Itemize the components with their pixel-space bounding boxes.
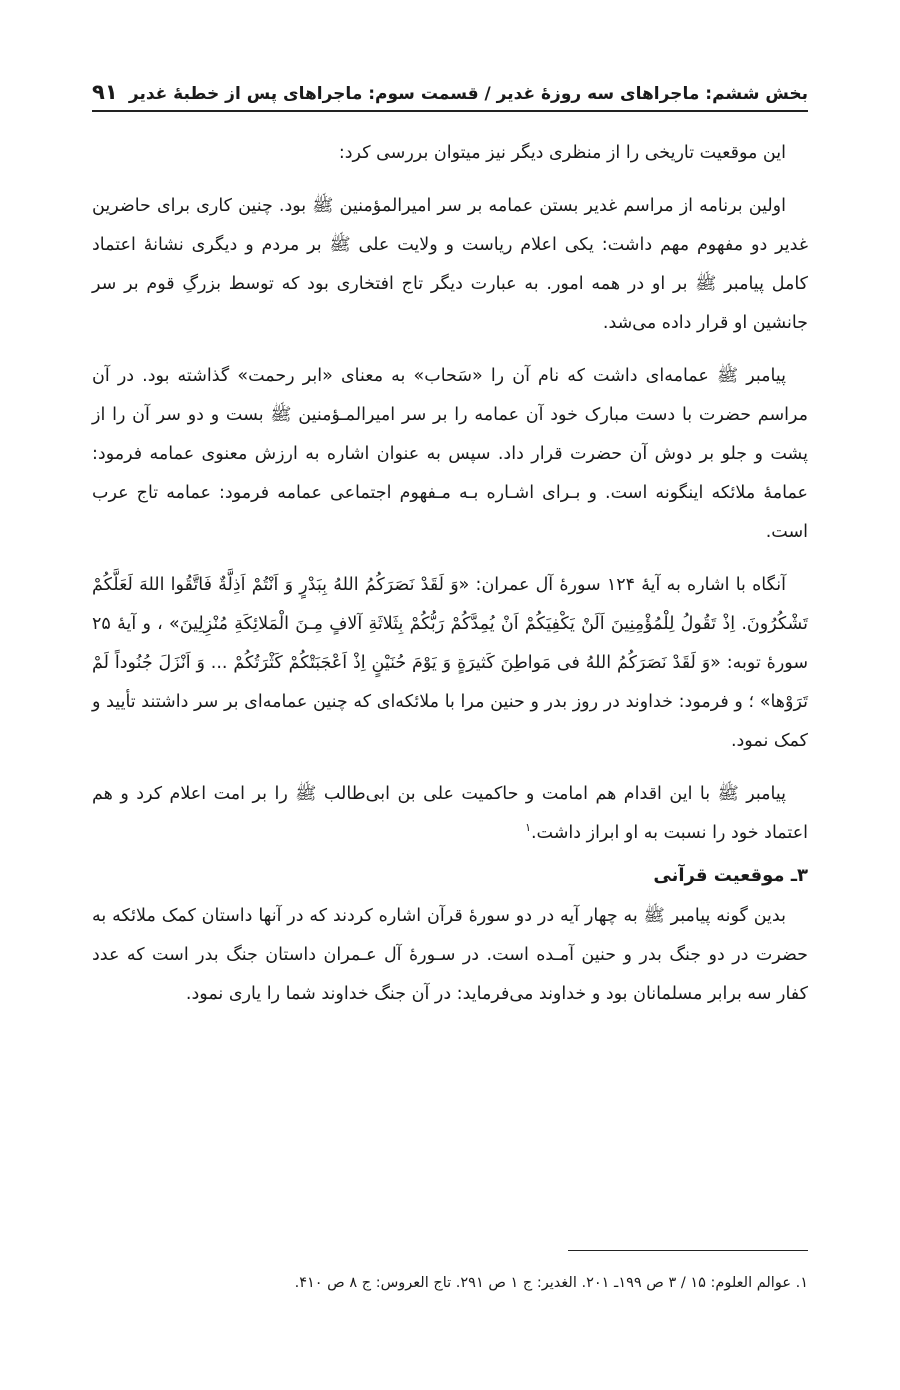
running-header (92, 60, 808, 112)
paragraph-sahab-turban: پیامبر ﷺ عمامه‌ای داشت که نام آن را «سَحاب» به معنای «ابر رحمت» گذاشته بود. در آن مراسم حضرت با دست مبارک خود آن عمامه را بر سر امیرالمـؤمنین ﷺ بست و دو سر آن را از پشت و جلو بر دوش آن حضرت قرار داد. سپس به عنوان اشاره به ارزش معنوی عمامه فرمود: عمامۀ ملائکه اینگونه است. و بـرای اشـاره بـه مـفهوم اجتماعی عمامه فرمود: عمامه تاج عرب است. (92, 366, 808, 542)
paragraph-quranic-position: بدین گونه پیامبر ﷺ به چهار آیه در دو سورۀ قرآن اشاره کردند که در آنها داستان کمک ملائکه به حضرت در دو جنگ بدر و حنین آمـده است. در سـورۀ آل عـمران داستان جنگ بدر است که عدد کفار سه برابر مسلمانان بود و خداوند می‌فرماید: در آن جنگ خداوند شما را یاری نمود. (92, 906, 808, 1004)
paragraph-intro: این موقعیت تاریخی را از منظری دیگر نیز میتوان بررسی کرد: (338, 143, 786, 163)
footnote-marker[interactable]: ۱ (525, 821, 531, 835)
section-heading: ۳ـ موقعیت قرآنی (653, 865, 808, 886)
paragraph-imamate-text: پیامبر ﷺ با این اقدام هم امامت و حاکمیت علی بن ابی‌طالب ﷺ را بر امت اعلام کرد و هم اعتماد خود را نسبت به او ابراز داشت. (92, 784, 808, 843)
paragraph-turban-ceremony: اولین برنامه از مراسم غدیر بستن عمامه بر سر امیرالمؤمنین ﷺ بود. چنین کاری برای حاضرین غدیر دو مفهوم مهم داشت: یکی اعلام ریاست و ولایت علی ﷺ بر مردم و دیگری نشانۀ اعتماد کامل پیامبر ﷺ بر او در همه امور. به عبارت دیگر تاج افتخاری بود که توسط بزرگِ قوم بر سر جانشین او قرار داده می‌شد. (92, 196, 808, 333)
page-body (92, 134, 808, 1014)
header-title: بخش ششم: ماجراهای سه روزۀ غدیر / قسمت سوم: ماجراهای پس از خطبۀ غدیر (128, 84, 808, 104)
paragraph-quran-verses: آنگاه با اشاره به آیۀ ۱۲۴ سورۀ آل عمران: «وَ لَقَدْ نَصَرَکُمُ اللهُ بِبَدْرٍ وَ اَنْتُمْ اَذِلَّةٌ فَاتَّقُوا اللهَ لَعَلَّکُمْ تَشْکُرُونَ. اِذْ تَقُولُ لِلْمُؤْمِنِینَ اَلَنْ یَکْفِیَکُمْ اَنْ یُمِدَّکُمْ رَبُّکُمْ بِثَلاثَةِ آلافٍ مِـنَ الْمَلائِکَةِ مُنْزِلِینَ» ، و آیۀ ۲۵ سورۀ توبه: «وَ لَقَدْ نَصَرَکُمُ اللهُ فی مَواطِنَ کَثیرَةٍ وَ یَوْمَ حُنَیْنٍ اِذْ اَعْجَبَتْکُمْ کَثْرَتُکُمْ ... وَ اَنْزَلَ جُنُوداً لَمْ تَرَوْها» ؛ و فرمود: خداوند در روز بدر و حنین مرا با ملائکه‌ای که چنین عمامه‌ای بر سر داشتند تأیید و کمک نمود. (92, 575, 808, 751)
page-number: ۹۱ (92, 80, 118, 104)
footnote: ۱. عوالم العلوم: ۱۵ / ۳ ص ۱۹۹ـ ۲۰۱. الغدیر: ج ۱ ص ۲۹۱. تاج العروس: ج ۸ ص ۴۱۰. (294, 1275, 808, 1291)
paragraph-imamate-declaration (92, 775, 808, 853)
book-page (92, 60, 808, 1350)
footnote-divider (568, 1250, 808, 1251)
